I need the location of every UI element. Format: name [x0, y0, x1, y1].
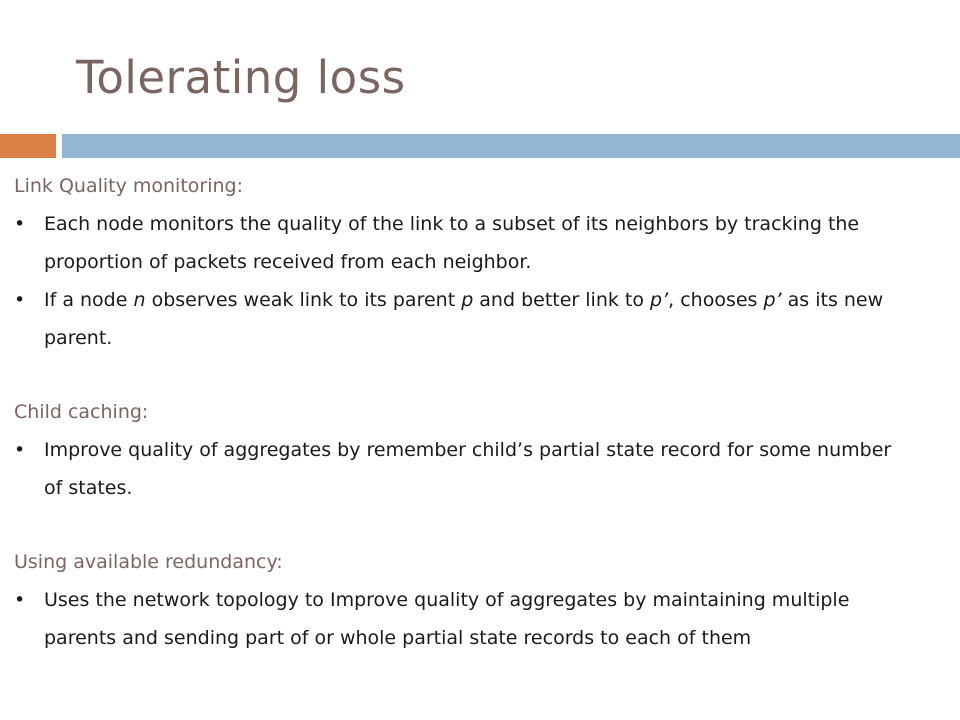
- bullet-icon: •: [14, 213, 26, 235]
- section-link-quality: [14, 168, 914, 357]
- bullet-list: [14, 431, 914, 507]
- list-item: [14, 281, 914, 357]
- bullet-icon: •: [14, 439, 26, 461]
- bullet-list: [14, 205, 914, 357]
- bullet-text: If a node n observes weak link to its parent p and better link to p’, chooses p’ as its new parent.: [44, 289, 884, 349]
- accent-bar-blue: [62, 134, 960, 158]
- bullet-text: Improve quality of aggregates by remember child’s partial state record for some number of states.: [44, 439, 892, 499]
- slide-content: [14, 168, 914, 694]
- bullet-list: [14, 581, 914, 657]
- list-item: [14, 581, 914, 657]
- section-heading: Link Quality monitoring:: [14, 175, 244, 197]
- slide-title: Tolerating loss: [76, 51, 406, 104]
- bullet-icon: •: [14, 589, 26, 611]
- accent-bar-orange: [0, 134, 56, 158]
- bullet-text: Uses the network topology to Improve quality of aggregates by maintaining multiple parents and sending part of or whole partial state records to each of them: [44, 589, 850, 649]
- bullet-text: Each node monitors the quality of the link to a subset of its neighbors by tracking the proportion of packets received from each neighbor.: [44, 213, 860, 273]
- list-item: [14, 205, 914, 281]
- section-child-caching: [14, 394, 914, 507]
- bullet-icon: •: [14, 289, 26, 311]
- section-redundancy: [14, 544, 914, 657]
- list-item: [14, 431, 914, 507]
- section-heading: Using available redundancy:: [14, 551, 283, 573]
- section-heading: Child caching:: [14, 401, 149, 423]
